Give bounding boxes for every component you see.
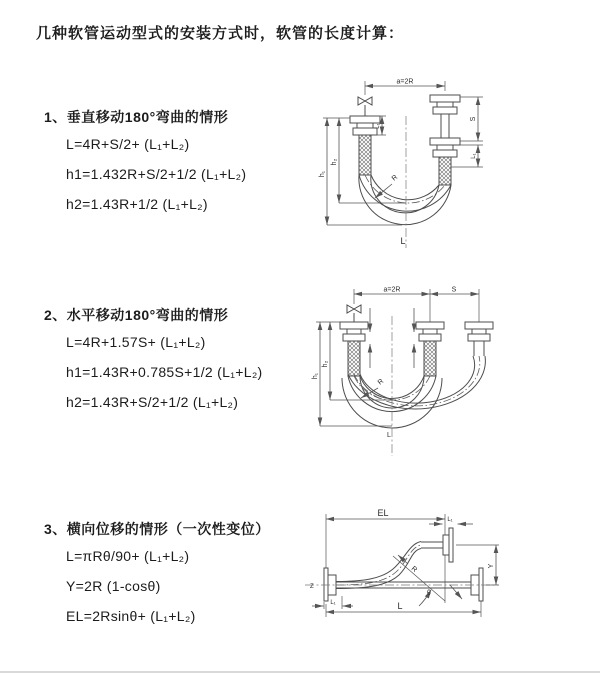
dim-label-h1: h₁ bbox=[319, 170, 326, 178]
section-vertical-movement bbox=[44, 108, 246, 226]
dim-label-s: S bbox=[451, 286, 457, 294]
centerline-mark: Z bbox=[310, 584, 314, 590]
dim-label-el: EL bbox=[377, 508, 389, 518]
diagram-horizontal-180-bend bbox=[296, 276, 591, 471]
braided-hose-section bbox=[424, 341, 436, 376]
formula-el: EL=2Rsinθ+ (L₁+L₂) bbox=[66, 608, 196, 624]
dimension-s bbox=[460, 97, 483, 141]
section-1-heading: 1、垂直移动180°弯曲的情形 bbox=[44, 109, 229, 125]
dimension-a2r bbox=[365, 79, 445, 96]
dim-label-s: S bbox=[470, 116, 477, 122]
dim-label-h2: h₂ bbox=[322, 360, 329, 368]
formula-h2: h2=1.43R+1/2 (L₁+L₂) bbox=[66, 196, 208, 212]
right-pipe-assembly bbox=[430, 95, 460, 185]
dimension-a2r bbox=[354, 287, 479, 323]
middle-flange-assembly bbox=[416, 322, 444, 376]
scan-edge bbox=[0, 671, 600, 673]
dim-label-l1: L₁ bbox=[471, 153, 477, 159]
dim-label-r: R bbox=[390, 173, 400, 183]
dimension-l1-bottom bbox=[312, 596, 353, 609]
section-2-heading: 2、水平移动180°弯曲的情形 bbox=[44, 307, 229, 323]
dim-label-a2r: a=2R bbox=[383, 286, 401, 294]
dim-label-h2: h₂ bbox=[331, 158, 338, 166]
dimension-l1-top bbox=[429, 517, 473, 524]
formula-h1: h1=1.432R+S/2+1/2 (L₁+L₂) bbox=[66, 166, 247, 182]
diagram-vertical-180-bend bbox=[302, 68, 567, 263]
formula-y: Y=2R (1-cosθ) bbox=[66, 578, 161, 594]
moved-hose-curves bbox=[348, 356, 485, 409]
formula-l: L=πRθ/90+ (L₁+L₂) bbox=[66, 548, 190, 564]
formula-h2: h2=1.43R+S/2+1/2 (L₁+L₂) bbox=[66, 394, 239, 410]
left-flange-assembly bbox=[340, 322, 368, 376]
dim-label-y: Y bbox=[488, 563, 495, 569]
length-label-l: L bbox=[387, 432, 391, 439]
dim-label-l1: L₁ bbox=[330, 600, 336, 606]
braided-hose-section bbox=[359, 135, 371, 175]
right-flange-assembly bbox=[465, 322, 493, 356]
s-curve-hose bbox=[336, 542, 421, 589]
dimension-s bbox=[430, 287, 479, 295]
u-hose-curves bbox=[359, 175, 451, 225]
dim-label-h1: h₁ bbox=[312, 372, 319, 380]
valve-icon bbox=[347, 305, 361, 322]
section-lateral-displacement bbox=[44, 520, 270, 638]
left-flange-assembly bbox=[324, 568, 336, 601]
dimension-l bbox=[326, 601, 481, 617]
dim-label-l1: L₁ bbox=[375, 123, 381, 129]
length-label-l: L bbox=[400, 236, 406, 246]
braided-hose-section bbox=[439, 157, 451, 185]
dim-label-l: L bbox=[397, 601, 403, 611]
angle-construction bbox=[393, 555, 462, 606]
braided-hose-section bbox=[348, 341, 360, 376]
dim-label-a2r: a=2R bbox=[396, 78, 414, 86]
page-title: 几种软管运动型式的安装方式时，软管的长度计算： bbox=[36, 25, 405, 42]
formula-h1: h1=1.43R+0.785S+1/2 (L₁+L₂) bbox=[66, 364, 263, 380]
dim-label-l1: L₁ bbox=[447, 517, 453, 523]
valve-icon bbox=[358, 97, 372, 116]
section-horizontal-movement bbox=[44, 306, 263, 424]
diagram-lateral-displacement bbox=[293, 498, 598, 653]
dim-label-r: R bbox=[376, 377, 386, 387]
formula-l: L=4R+1.57S+ (L₁+L₂) bbox=[66, 334, 206, 350]
upper-flange-assembly bbox=[421, 528, 453, 562]
angle-label-theta: θ bbox=[427, 590, 431, 597]
dim-label-r: R bbox=[409, 565, 419, 574]
right-flange-assembly bbox=[471, 568, 483, 601]
formula-l: L=4R+S/2+ (L₁+L₂) bbox=[66, 136, 190, 152]
section-3-heading: 3、横向位移的情形（一次性变位） bbox=[44, 521, 270, 537]
